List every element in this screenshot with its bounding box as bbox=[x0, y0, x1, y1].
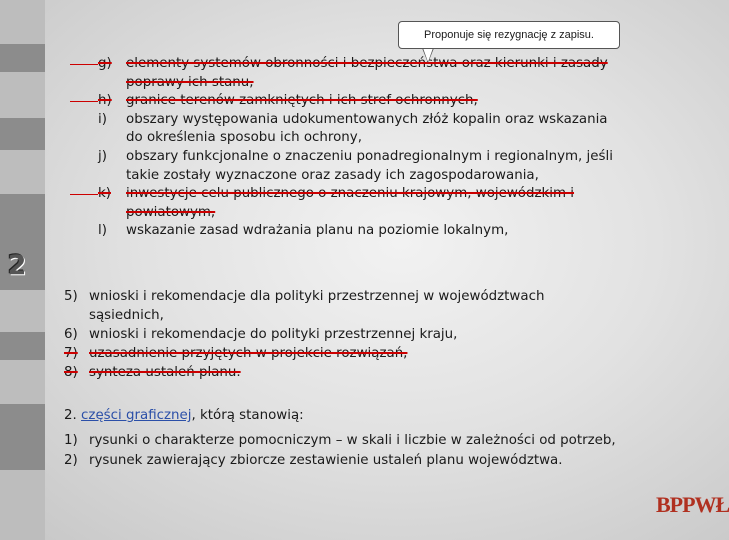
sub-item-label: g) bbox=[98, 56, 112, 71]
section2-item-text: rysunki o charakterze pomocniczym – w skali i liczbie w zależności od potrzeb, bbox=[89, 433, 616, 448]
main-item-text: wnioski i rekomendacje dla polityki przestrzennej w województwach bbox=[89, 289, 545, 304]
sub-item-label: i) bbox=[98, 111, 107, 127]
sub-item-label: j) bbox=[98, 149, 107, 164]
sub-item-label: l) bbox=[98, 223, 107, 239]
sub-item-text: wskazanie zasad wdrażania planu na poziomie lokalnym, bbox=[126, 223, 509, 239]
main-item-label: 6) bbox=[64, 327, 78, 342]
sidebar-segment bbox=[0, 290, 45, 332]
strike-lead-line bbox=[70, 194, 98, 195]
section2-link[interactable]: części graficznej bbox=[81, 408, 192, 423]
main-item-label: 7) bbox=[64, 346, 78, 361]
section2-item-label: 2) bbox=[64, 453, 78, 468]
logo-text: BPPWŁ bbox=[656, 492, 729, 517]
comment-callout: Proponuje się rezygnację z zapisu. bbox=[398, 21, 620, 49]
sub-item-text: elementy systemów obronności i bezpieczeństwa oraz kierunki i zasady bbox=[126, 56, 608, 71]
sidebar-segment bbox=[0, 0, 45, 44]
bppwl-logo bbox=[656, 492, 729, 518]
section2-item-label: 1) bbox=[64, 433, 78, 448]
sidebar-segment bbox=[0, 470, 45, 540]
main-item-text: sąsiednich, bbox=[89, 308, 164, 323]
sub-item-text: granice terenów zamkniętych i ich stref ochronnych, bbox=[126, 93, 478, 109]
section2-rest: , którą stanowią: bbox=[191, 408, 304, 423]
sub-item-text: do określenia sposobu ich ochrony, bbox=[126, 130, 362, 146]
sub-item-label: k) bbox=[98, 186, 111, 202]
main-item-text: uzasadnienie przyjętych w projekcie rozwiązań, bbox=[89, 346, 408, 361]
callout-tail bbox=[423, 48, 433, 62]
sub-item-label: h) bbox=[98, 93, 112, 109]
strike-lead-line bbox=[70, 101, 98, 102]
sidebar-segment bbox=[0, 360, 45, 404]
sidebar-segment bbox=[0, 72, 45, 118]
main-item-text: wnioski i rekomendacje do polityki przestrzennej kraju, bbox=[89, 327, 458, 342]
sub-item-text: obszary występowania udokumentowanych złóż kopalin oraz wskazania bbox=[126, 111, 608, 127]
sub-item-text: poprawy ich stanu, bbox=[126, 74, 254, 90]
main-item-text: synteza ustaleń planu. bbox=[89, 365, 241, 380]
section2-heading bbox=[64, 407, 304, 425]
section2-number: 2. bbox=[64, 408, 77, 423]
main-item-label: 5) bbox=[64, 289, 78, 304]
sub-item-text: takie zostały wyznaczone oraz zasady ich zagospodarowania, bbox=[126, 167, 539, 183]
sub-item-text: obszary funkcjonalne o znaczeniu ponadregionalnym i regionalnym, jeśli bbox=[126, 149, 613, 164]
sub-item-text: powiatowym, bbox=[126, 204, 216, 220]
section2-item-text: rysunek zawierający zbiorcze zestawienie ustaleń planu województwa. bbox=[89, 453, 563, 468]
sidebar-segment bbox=[0, 150, 45, 194]
strike-lead-line bbox=[70, 64, 98, 65]
sub-item-text: inwestycje celu publicznego o znaczeniu krajowym, wojewódzkim i bbox=[126, 186, 575, 202]
slide-number: 2 bbox=[7, 250, 27, 281]
main-item-label: 8) bbox=[64, 365, 78, 380]
